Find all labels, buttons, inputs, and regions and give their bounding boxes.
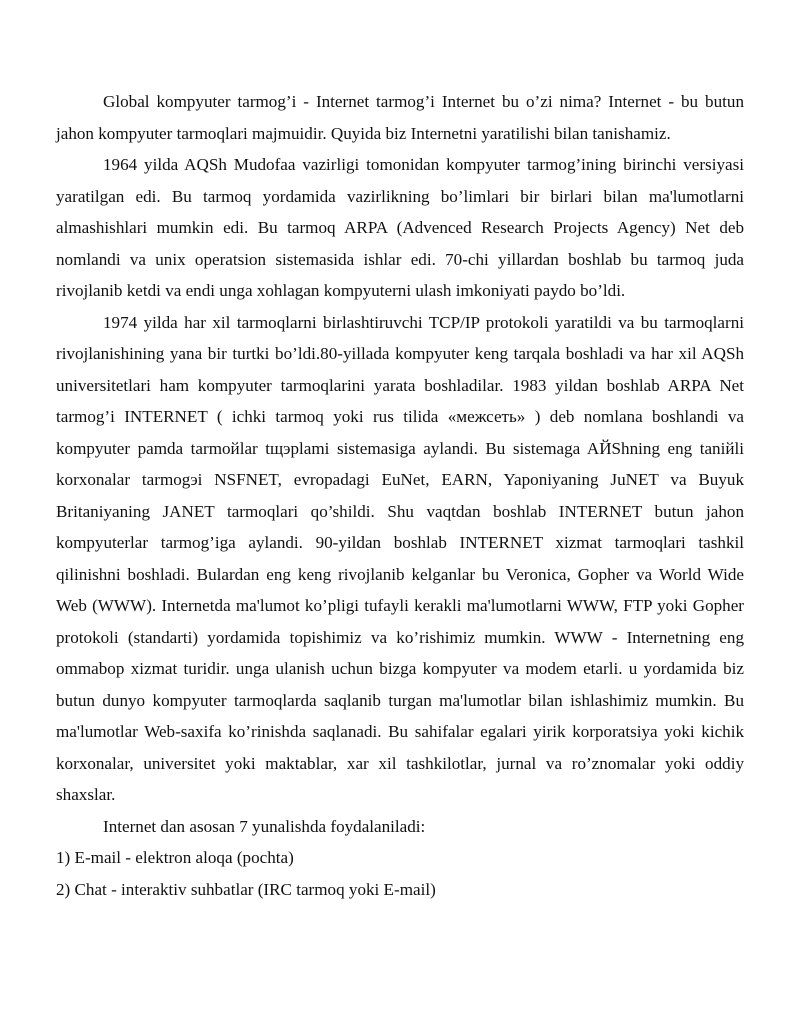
paragraph-history-1974: 1974 yilda har xil tarmoqlarni birlashtiruvchi TCP/IP protokoli yaratildi va bu tarmoqlarni rivojlanishining yana bir turtki bo’ldi.80-yillada kompyuter keng tarqala boshladi va har xil AQSh universitetlari ham kompyuter tarmoqlarini yarata boshladilar. 1983 yildan boshlab ARPA Net tarmog’i INTERNET ( ichki tarmoq yoki rus tilida «межсеть» ) deb nomlana boshlandi va kompyuter pamda tarmoйlar tщэрlami sistemasiga aylandi. Bu sistemaga AЙShning eng taniйli korxonalar tarmogэi NSFNET, evropadagi EuNet, EARN, Yaponiyaning JuNET va Buyuk Britaniyaning JANET tarmoqlari qo’shildi. Shu vaqtdan boshlab INTERNET butun jahon kompyuterlar tarmog’iga aylandi. 90-yildan boshlab INTERNET xizmat tarmoqlari tashkil qilinishni boshladi. Bulardan eng keng rivojlanib kelganlar bu Veronica, Gopher va World Wide Web (WWW). Internetda ma'lumot ko’pligi tufayli kerakli ma'lumotlarni WWW, FTP yoki Gopher protokoli (standarti) yordamida topishimiz va ko’rishimiz mumkin. WWW - Internetning eng ommabop xizmat turidir. unga ulanish uchun bizga kompyuter va modem etarli. u yordamida biz butun dunyo kompyuter tarmoqlarda saqlanib turgan ma'lumotlar bilan ishlashimiz mumkin. Bu ma'lumotlar Web-saxifa ko’rinishda saqlanadi. Bu sahifalar egalari yirik korporatsiya yoki kichik korxonalar, universitet yoki maktablar, xar xil tashkilotlar, jurnal va ro’znomalar yoki oddiy shaxslar. [56,312,744,804]
document-body [56,86,744,905]
paragraph-history-1964: 1964 yilda AQSh Mudofaa vazirligi tomonidan kompyuter tarmog’ining birinchi versiyasi yaratilgan edi. Bu tarmoq yordamida vazirlikning bo’limlari bir birlari bilan ma'lumotlarni almashishlari mumkin edi. Bu tarmoq ARPA (Advenced Research Projects Agency) Net deb nomlandi va unix operatsion sistemasida ishlar edi. 70-chi yillardan boshlab bu tarmoq juda rivojlanib ketdi va endi unga xohlagan kompyuterni ulash imkoniyati paydo bo’ldi. [56,155,744,300]
list-item: 2) Chat - interaktiv suhbatlar (IRC tarmoq yoki E-mail) [56,879,436,899]
usage-list [56,842,744,905]
paragraph-usage-intro: Internet dan asosan 7 yunalishda foydalaniladi: [103,816,426,836]
paragraph-intro: Global kompyuter tarmog’i - Internet tarmog’i Internet bu o’zi nima? Internet - bu butun jahon kompyuter tarmoqlari majmuidir. Quyida biz Internetni yaratilishi bilan tanishamiz. [56,92,744,143]
list-item: 1) E-mail - elektron aloqa (pochta) [56,848,294,867]
